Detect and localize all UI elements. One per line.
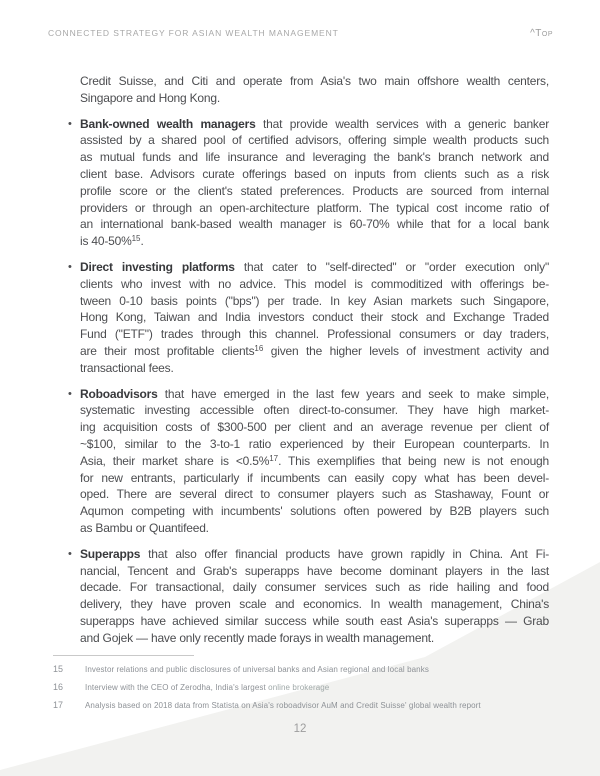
bold-lead-in: Roboadvisors [80, 386, 158, 401]
paragraph-line: transactional fees. [80, 360, 174, 375]
paragraph-line: clients who invest with no advice. This model is commoditized with offerings be- [80, 276, 549, 291]
paragraph-line: systematic investing accessible often direct-to-consumer. They have high market- [80, 403, 549, 418]
footnote-reference[interactable]: 16 [254, 343, 264, 353]
paragraph-line: Bank-owned wealth managers that provide wealth services with a generic banker [80, 116, 550, 131]
footnote-row [53, 664, 552, 675]
footnote-reference[interactable]: 17 [269, 453, 279, 463]
paragraph-line: assisted by a shared pool of certified advisors, offering simple wealth products such [80, 133, 549, 148]
paragraph-line: Asia, their market share is <0.5%$^{17}$. This exemplifies that being new is not enough [80, 453, 549, 468]
footnotes-section [53, 655, 552, 718]
footnote-divider [53, 655, 194, 656]
paragraph-line: delivery, they have proven scale and economics. In wealth management, China's [80, 597, 549, 612]
back-to-top-link[interactable]: ^Top [530, 28, 553, 39]
paragraph-line: ~$100, similar to the 3-to-1 ratio experienced by their European counterparts. In [80, 436, 549, 451]
footnote-reference[interactable]: 15 [131, 234, 141, 244]
paragraph-line: nancial, Tencent and Grab's superapps have become dominant players in the last [80, 563, 549, 578]
footnote-number: 16 [53, 682, 64, 692]
bullet-paragraph [68, 546, 549, 647]
paragraph-line: providers or through an open-architecture platform. The typical cost income ratio of [80, 200, 549, 215]
footnote-text: Investor relations and public disclosures of universal banks and Asian regional and local banks [85, 665, 429, 674]
footnote-number: 17 [53, 700, 64, 710]
footnote-text: Analysis based on 2018 data from Statista on Asia's roboadvisor AuM and Credit Suisse' global wealth report [85, 701, 481, 710]
bold-lead-in: Direct investing platforms [80, 259, 235, 274]
paragraph-line: ing acquisition costs of $300-500 per client and an average revenue per client of [80, 420, 549, 435]
paragraph-line: Fund ("ETF") trades through this channel. Professional consumers or day traders, [80, 327, 549, 342]
footnote-number: 15 [53, 664, 64, 674]
paragraph-line: client base. Advisors curate offerings based on inputs from clients such as a risk [80, 166, 549, 181]
footnote-row [53, 700, 552, 711]
paragraph-line: Superapps that also offer financial products have grown rapidly in China. Ant Fi- [80, 546, 549, 561]
paragraph-line: tween 0-10 basis points ("bps") per trade. In key Asian markets such Singapore, [80, 293, 549, 308]
paragraph-line: as mutual funds and life insurance and leveraging the bank's branch network and [80, 150, 549, 165]
bold-lead-in: Superapps [80, 546, 141, 561]
paragraph-line: is 40-50%$^{15}$. [80, 234, 144, 249]
footnote-text: Interview with the CEO of Zerodha, India's largest online brokerage [85, 683, 330, 692]
bullet-marker: • [68, 260, 72, 273]
bullet-paragraph [68, 259, 550, 377]
document-header [48, 28, 553, 39]
paragraph-line: profile score or the client's stated preferences. Products are sourced from internal [80, 183, 549, 198]
bullet-paragraph [68, 386, 549, 537]
paragraph-line: Singapore and Hong Kong. [80, 90, 220, 105]
paragraph-line: oped. There are several direct to consumer players such as Stashaway, Fount or [80, 487, 549, 502]
bullet-paragraph [68, 116, 550, 250]
footnote-list [53, 664, 552, 711]
footnote-row [53, 682, 552, 693]
paragraph-line: Aqumon competing with incumbents' solutions often powered by B2B players such [80, 504, 549, 519]
paragraph-line: superapps have achieved similar success while south east Asia's superapps — Grab [80, 613, 549, 628]
paragraph-line: decade. For transactional, daily consumer services such as ride hailing and food [80, 580, 549, 595]
page-number: 12 [293, 723, 307, 735]
footnote-link[interactable]: online brokerage [268, 683, 330, 692]
bullet-marker: • [68, 547, 72, 560]
paragraph-line: for new entrants, particularly if incumbents can easily copy what has been devel- [80, 470, 549, 485]
header-title: CONNECTED STRATEGY FOR ASIAN WEALTH MANAGEMENT [48, 28, 339, 38]
paragraph-line: Credit Suisse, and Citi and operate from Asia's two main offshore wealth centers, [80, 74, 549, 88]
bullet-marker: • [68, 387, 72, 400]
paragraph-line: are their most profitable clients$^{16}$ given the higher levels of investment activity and [80, 343, 550, 358]
paragraph [80, 73, 549, 107]
paragraph-line: Direct investing platforms that cater to "self-directed" or "order execution only" [80, 259, 550, 274]
paragraph-line: and Gojek — have only recently made forays in wealth management. [80, 630, 435, 645]
paragraph-line: as Bambu or Quantifeed. [80, 520, 209, 535]
bullet-marker: • [68, 117, 72, 130]
bold-lead-in: Bank-owned wealth managers [80, 116, 256, 131]
paragraph-line: Hong Kong, Taiwan and India investors conduct their stock and Exchange Traded [80, 310, 549, 325]
body-content [68, 73, 550, 656]
paragraph-line: an international bank-based wealth manager is 60-70% while that for a local bank [80, 217, 549, 232]
paragraph-line: Roboadvisors that have emerged in the last few years and seek to make simple, [80, 386, 549, 401]
